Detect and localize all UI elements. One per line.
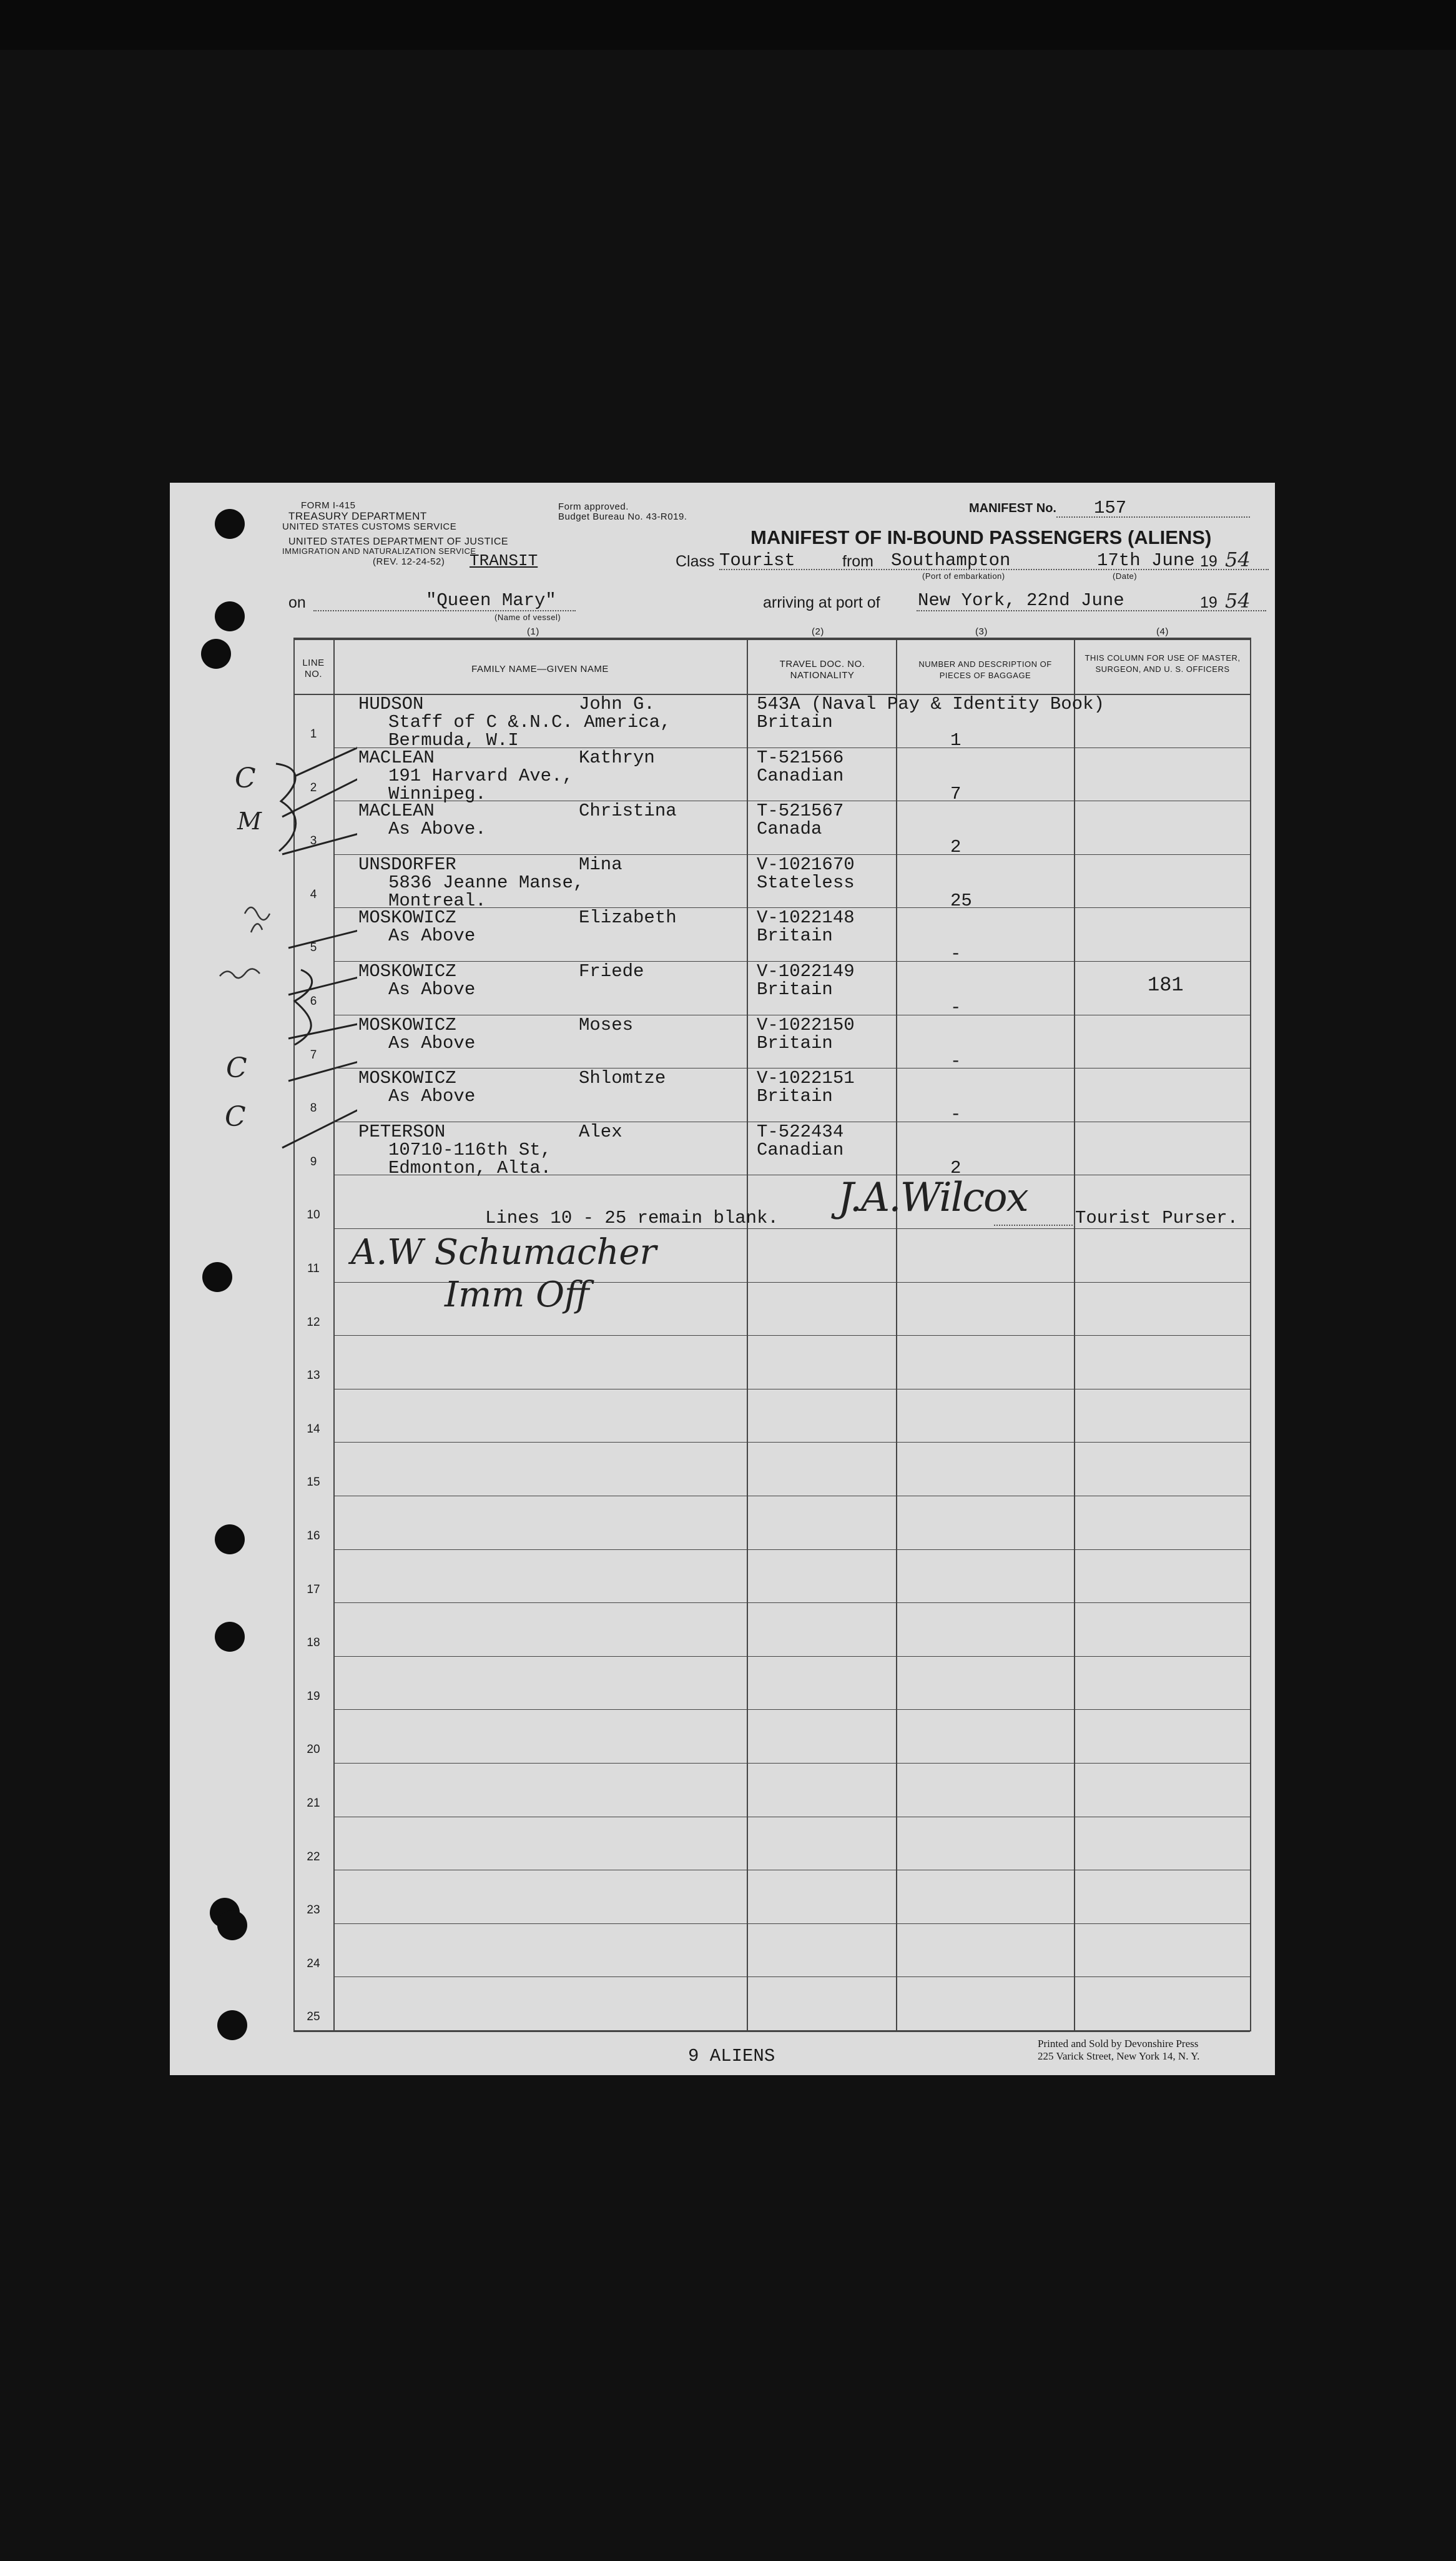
passenger-travel-doc: T-521567 — [757, 801, 844, 822]
passenger-address-line1: 5836 Jeanne Manse, — [388, 872, 584, 893]
passenger-nationality: Britain — [757, 925, 833, 947]
passenger-family-name: UNSDORFER — [358, 854, 456, 875]
manifest-no-value: 157 — [1094, 498, 1127, 518]
row-separator — [333, 1976, 1250, 1977]
line-number: 17 — [307, 1582, 320, 1596]
passenger-baggage: - — [950, 944, 962, 965]
passenger-family-name: PETERSON — [358, 1121, 446, 1142]
margin-mark-c1: C — [235, 762, 256, 794]
header-officers: THIS COLUMN FOR USE OF MASTER, SURGEON, AND U. S. OFFICERS — [1085, 653, 1241, 674]
passenger-nationality: Britain — [757, 979, 833, 1000]
line-number: 24 — [307, 1957, 320, 1970]
form-approved: Form approved. — [558, 501, 629, 512]
col-num-2: (2) — [812, 626, 824, 637]
passenger-family-name: MACLEAN — [358, 801, 435, 822]
header-travel-doc: TRAVEL DOC. NO. NATIONALITY — [779, 659, 865, 681]
header-line-no: LINE NO. — [302, 658, 325, 679]
passenger-nationality: Britain — [757, 712, 833, 733]
passenger-address-line1: As Above — [388, 925, 476, 947]
passenger-given-name: John G. — [579, 694, 655, 714]
header-baggage: NUMBER AND DESCRIPTION OF PIECES OF BAGGAGE — [918, 659, 1052, 680]
passenger-given-name: Mina — [579, 854, 622, 875]
line-number: 20 — [307, 1743, 320, 1757]
treasury-dept: TREASURY DEPARTMENT — [288, 510, 427, 522]
line-number: 18 — [307, 1636, 320, 1650]
justice-dept: UNITED STATES DEPARTMENT OF JUSTICE — [288, 536, 509, 547]
passenger-address-line1: 191 Harvard Ave., — [388, 765, 573, 786]
officer-title-handwritten: Imm Off — [445, 1275, 589, 1315]
scan-top-edge — [0, 0, 1456, 50]
line-number: 14 — [307, 1422, 320, 1436]
passenger-nationality: Britain — [757, 1032, 833, 1054]
table-top-border — [293, 638, 1250, 640]
purser-signature: J.A.Wilcox — [838, 1175, 1028, 1221]
passenger-baggage: 2 — [950, 837, 962, 858]
row-separator — [333, 1763, 1250, 1764]
budget-bureau: Budget Bureau No. 43-R019. — [558, 511, 687, 522]
header-name: FAMILY NAME—GIVEN NAME — [471, 664, 609, 674]
margin-mark-c2: C — [226, 1052, 247, 1084]
customs-service: UNITED STATES CUSTOMS SERVICE — [282, 521, 457, 532]
purser-title: Tourist Purser. — [1075, 1208, 1239, 1228]
table-bottom-border — [293, 2030, 1250, 2032]
line-number: 23 — [307, 1903, 320, 1917]
passenger-address-line1: Staff of C &.N.C. America, — [388, 712, 671, 733]
row-separator — [333, 1923, 1250, 1924]
blank-lines-note: Lines 10 - 25 remain blank. — [485, 1208, 779, 1228]
signature-dots — [994, 1225, 1075, 1226]
arriving-label: arriving at port of — [763, 594, 880, 611]
form-number: FORM I-415 — [301, 500, 356, 511]
col-num-3: (3) — [975, 626, 988, 637]
line-number: 13 — [307, 1369, 320, 1383]
passenger-baggage: - — [950, 1050, 962, 1072]
passenger-given-name: Friede — [579, 961, 644, 982]
row-separator — [333, 1228, 1250, 1229]
year-prefix: 19 — [1200, 553, 1217, 570]
passenger-address-line1: As Above. — [388, 819, 486, 840]
line-number: 22 — [307, 1850, 320, 1863]
officer-signature: A.W Schumacher — [351, 1232, 657, 1273]
line-number: 10 — [307, 1208, 320, 1222]
vessel-name: "Queen Mary" — [426, 590, 556, 611]
margin-mark-m: M — [237, 807, 262, 835]
printer-line-1: Printed and Sold by Devonshire Press — [1038, 2038, 1199, 2050]
margin-mark-c3: C — [225, 1101, 246, 1133]
line-number: 5 — [310, 941, 317, 955]
line-number: 7 — [310, 1048, 317, 1062]
col-num-4: (4) — [1156, 626, 1169, 637]
passenger-address-line2: Bermuda, W.I — [388, 730, 519, 751]
year-value: 54 — [1225, 548, 1251, 571]
name-col-divider — [747, 638, 748, 2031]
passenger-nationality: Canadian — [757, 765, 844, 786]
line-number: 15 — [307, 1476, 320, 1489]
col-num-1: (1) — [527, 626, 539, 637]
row-separator — [333, 1549, 1250, 1550]
line-number: 2 — [310, 781, 317, 794]
passenger-address-line1: 10710-116th St, — [388, 1139, 552, 1160]
alien-count: 9 ALIENS — [688, 2046, 775, 2066]
passenger-baggage: - — [950, 997, 962, 1018]
passenger-given-name: Kathryn — [579, 747, 655, 768]
from-label: from — [842, 553, 873, 570]
passenger-nationality: Britain — [757, 1086, 833, 1107]
line-number: 9 — [310, 1155, 317, 1168]
passenger-family-name: MOSKOWICZ — [358, 1068, 456, 1089]
passenger-travel-doc: V-1021670 — [757, 854, 855, 875]
class-value: Tourist — [719, 550, 795, 571]
passenger-travel-doc: T-521566 — [757, 747, 844, 768]
line-number: 25 — [307, 2010, 320, 2024]
travel-col-divider — [896, 638, 897, 2031]
passenger-address-line1: As Above — [388, 1086, 476, 1107]
table-right-border — [1250, 638, 1251, 2031]
passenger-family-name: MACLEAN — [358, 747, 435, 768]
passenger-given-name: Christina — [579, 801, 677, 822]
passenger-given-name: Shlomtze — [579, 1068, 666, 1089]
row-separator — [333, 1656, 1250, 1657]
line-number: 19 — [307, 1689, 320, 1703]
passenger-baggage: 7 — [950, 783, 962, 804]
year2-value: 54 — [1225, 589, 1251, 613]
margin-bracket-marks — [207, 708, 357, 1182]
departure-date: 17th June — [1097, 550, 1195, 571]
passenger-baggage: 2 — [950, 1157, 962, 1178]
vessel-caption: (Name of vessel) — [494, 613, 561, 622]
passenger-address-line2: Montreal. — [388, 890, 486, 911]
line-number: 4 — [310, 887, 317, 901]
port-caption: (Port of embarkation) — [922, 571, 1005, 581]
row-separator — [333, 1709, 1250, 1710]
passenger-travel-doc: V-1022151 — [757, 1068, 855, 1089]
row-separator — [333, 1335, 1250, 1336]
passenger-baggage: 25 — [950, 890, 972, 911]
line-number: 3 — [310, 834, 317, 848]
passenger-address-line2: Winnipeg. — [388, 783, 486, 804]
passenger-travel-doc: T-522434 — [757, 1121, 844, 1142]
passenger-family-name: MOSKOWICZ — [358, 907, 456, 929]
line-number: 8 — [310, 1102, 317, 1115]
transit-stamp: TRANSIT — [470, 551, 538, 570]
date-caption: (Date) — [1113, 571, 1138, 581]
officer-note: 181 — [1148, 974, 1184, 997]
line-number: 16 — [307, 1529, 320, 1542]
passenger-family-name: HUDSON — [358, 694, 424, 714]
line-number: 21 — [307, 1797, 320, 1810]
passenger-baggage: - — [950, 1104, 962, 1125]
passenger-address-line1: As Above — [388, 1032, 476, 1054]
manifest-page — [170, 483, 1275, 2075]
passenger-family-name: MOSKOWICZ — [358, 961, 456, 982]
passenger-address-line1: As Above — [388, 979, 476, 1000]
passenger-given-name: Moses — [579, 1014, 634, 1035]
printer-line-2: 225 Varick Street, New York 14, N. Y. — [1038, 2050, 1200, 2062]
passenger-nationality: Stateless — [757, 872, 855, 893]
manifest-title: MANIFEST OF IN-BOUND PASSENGERS (ALIENS) — [750, 526, 1212, 548]
passenger-address-line2: Edmonton, Alta. — [388, 1157, 552, 1178]
passenger-nationality: Canada — [757, 819, 822, 840]
passenger-travel-doc: V-1022148 — [757, 907, 855, 929]
baggage-col-divider — [1074, 638, 1075, 2031]
passenger-travel-doc: 543A (Naval Pay & Identity Book) — [757, 694, 1104, 714]
from-port: Southampton — [891, 550, 1011, 571]
passenger-nationality: Canadian — [757, 1139, 844, 1160]
class-label: Class — [676, 553, 715, 570]
passenger-travel-doc: V-1022149 — [757, 961, 855, 982]
passenger-baggage: 1 — [950, 730, 962, 751]
line-number: 12 — [307, 1315, 320, 1329]
manifest-no-label: MANIFEST No. — [969, 501, 1056, 515]
revision: (REV. 12-24-52) — [373, 556, 445, 567]
row-separator — [333, 1602, 1250, 1603]
line-number: 1 — [310, 728, 317, 741]
passenger-given-name: Elizabeth — [579, 907, 677, 929]
arrival-info: New York, 22nd June — [918, 590, 1124, 611]
row-separator — [333, 1442, 1250, 1443]
line-number: 11 — [307, 1262, 320, 1275]
passenger-given-name: Alex — [579, 1121, 622, 1142]
on-label: on — [288, 594, 306, 611]
year2-prefix: 19 — [1200, 594, 1217, 611]
ins-service: IMMIGRATION AND NATURALIZATION SERVICE — [282, 546, 476, 556]
passenger-family-name: MOSKOWICZ — [358, 1014, 456, 1035]
passenger-travel-doc: V-1022150 — [757, 1014, 855, 1035]
line-number: 6 — [310, 995, 317, 1008]
